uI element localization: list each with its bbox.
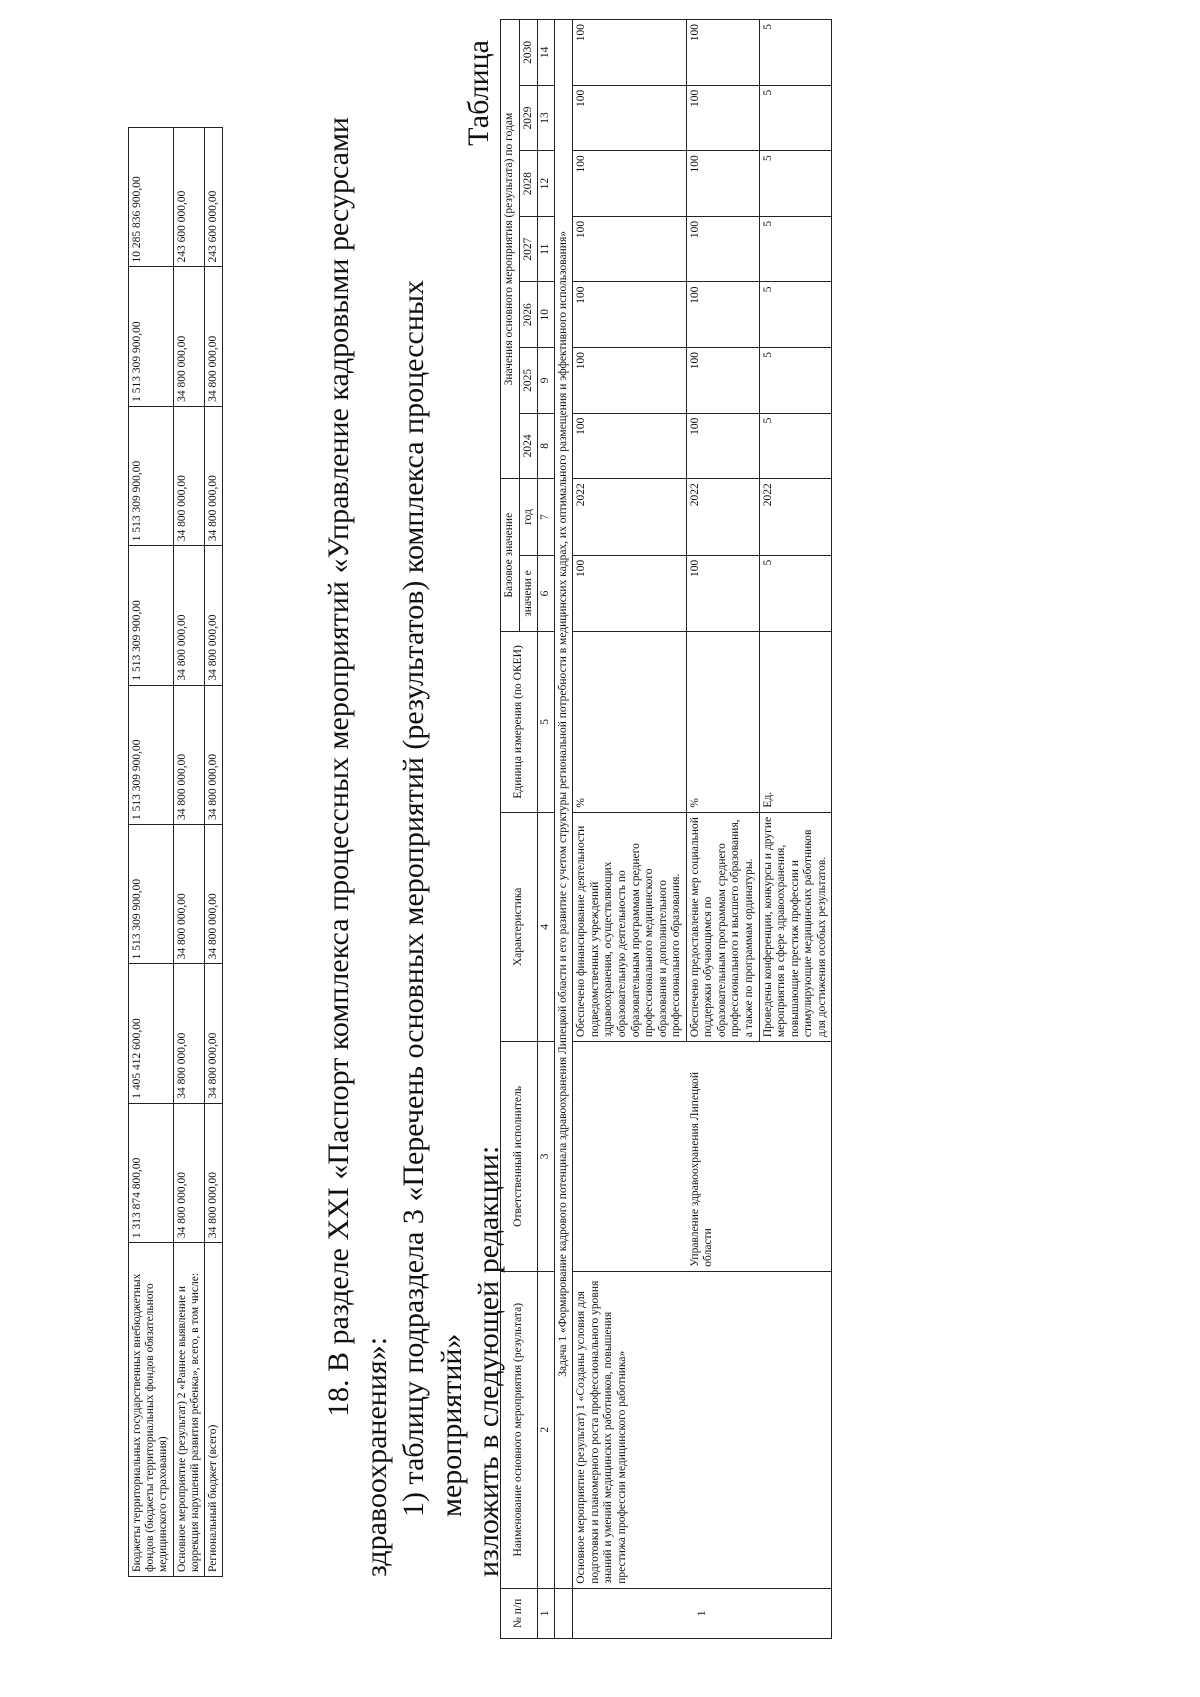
header-year: 2028 <box>519 151 538 217</box>
unit: % <box>686 632 759 812</box>
header-base-year: год <box>519 479 538 556</box>
para-line-1: 18. В разделе XXI «Паспорт комплекса процессных мероприятий «Управление кадровыми ресурсами <box>322 117 355 1417</box>
budget-value: 34 800 000,00 <box>173 825 204 964</box>
para-line-3: 1) таблицу подраздела 3 «Перечень основных мероприятий (результатов) комплекса процессных мероприятий» <box>397 279 468 1517</box>
budget-value: 34 800 000,00 <box>205 406 223 545</box>
base-year: 2022 <box>686 479 759 556</box>
year-value: 5 <box>759 20 832 86</box>
year-value: 100 <box>573 348 687 414</box>
activities-table <box>500 19 832 1639</box>
column-number: 5 <box>538 632 555 812</box>
characteristic: Обеспечено предоставление мер социальной поддержки обучающимся по образовательным программам среднего профессионального и высшего образования, а также по программам ординатуры. <box>686 812 759 1042</box>
year-value: 100 <box>686 85 759 151</box>
budget-row-label: Основное мероприятие (результат) 2 «Раннее выявление и коррекция нарушений развития ребенка», всего, в том числе: <box>173 1243 204 1577</box>
column-number: 6 <box>538 555 555 632</box>
characteristic: Обеспечено финансирование деятельности подведомственных учреждений здравоохранения, осуществляющих образовательную деятельность по образовательным программам среднего профессионального медицинского образования и дополнительного профессионального образования. <box>573 812 687 1042</box>
year-value: 5 <box>759 413 832 479</box>
column-number: 14 <box>538 20 555 86</box>
header-characteristic: Характеристика <box>501 812 538 1042</box>
year-value: 100 <box>686 282 759 348</box>
column-number: 11 <box>538 216 555 282</box>
year-value: 100 <box>686 20 759 86</box>
unit: Ед. <box>759 632 832 812</box>
base-value: 100 <box>573 555 687 632</box>
budget-value: 34 800 000,00 <box>205 825 223 964</box>
year-value: 100 <box>573 413 687 479</box>
year-value: 100 <box>573 20 687 86</box>
year-value: 100 <box>686 151 759 217</box>
budget-value: 34 800 000,00 <box>205 546 223 685</box>
budget-value: 34 800 000,00 <box>205 964 223 1103</box>
table-label: Таблица <box>462 40 495 146</box>
para-line-4: изложить в следующей редакции: <box>472 1145 505 1577</box>
header-year: 2025 <box>519 348 538 414</box>
column-number: 10 <box>538 282 555 348</box>
base-year: 2022 <box>573 479 687 556</box>
header-year: 2030 <box>519 20 538 86</box>
year-value: 100 <box>686 413 759 479</box>
header-year: 2027 <box>519 216 538 282</box>
budget-value: 10 285 836 900,00 <box>129 128 174 268</box>
budget-value: 34 800 000,00 <box>205 685 223 824</box>
budget-value: 34 800 000,00 <box>205 267 223 406</box>
year-value: 5 <box>759 151 832 217</box>
budget-value: 1 313 874 800,00 <box>129 1103 174 1242</box>
budget-row-label: Региональный бюджет (всего) <box>205 1243 223 1577</box>
header-values-group: Значения основного мероприятия (результата) по годам <box>501 20 520 479</box>
header-num: № п/п <box>501 1588 538 1638</box>
budget-value: 34 800 000,00 <box>173 406 204 545</box>
budget-value: 34 800 000,00 <box>173 267 204 406</box>
budget-value: 1 513 309 900,00 <box>129 825 174 964</box>
header-year: 2024 <box>519 413 538 479</box>
task-text: Задача 1 «Формирование кадрового потенциала здравоохранения Липецкой области и его развитие с учетом структуры региональной потребности в медицинских кадрах, их оптимального размещения и эффективного использования» <box>554 20 573 1589</box>
column-number: 1 <box>538 1588 555 1638</box>
header-name: Наименование основного мероприятия (результата) <box>501 1271 538 1588</box>
budget-table <box>128 127 223 1577</box>
row-number: 1 <box>573 1588 832 1638</box>
budget-value: 1 513 309 900,00 <box>129 685 174 824</box>
column-number: 2 <box>538 1271 555 1588</box>
column-number: 13 <box>538 85 555 151</box>
unit: % <box>573 632 687 812</box>
year-value: 5 <box>759 85 832 151</box>
year-value: 100 <box>686 216 759 282</box>
year-value: 5 <box>759 282 832 348</box>
budget-value: 34 800 000,00 <box>173 964 204 1103</box>
year-value: 100 <box>573 282 687 348</box>
header-year: 2029 <box>519 85 538 151</box>
budget-row <box>205 128 223 1577</box>
column-number: 8 <box>538 413 555 479</box>
header-responsible: Ответственный исполнитель <box>501 1042 538 1272</box>
budget-row <box>173 128 204 1577</box>
base-value: 5 <box>759 555 832 632</box>
amendment-paragraph <box>320 97 508 1577</box>
characteristic: Проведены конференции, конкурсы и другие мероприятия в сфере здравоохранения, повышающие престиж профессии и стимулирующие медицинских работников для достижения особых результатов. <box>759 812 832 1042</box>
budget-row <box>129 128 174 1577</box>
base-value: 100 <box>686 555 759 632</box>
budget-value: 34 800 000,00 <box>173 685 204 824</box>
budget-value: 1 513 309 900,00 <box>129 546 174 685</box>
header-base-value: значени е <box>519 555 538 632</box>
para-line-2: здравоохранения»: <box>359 1336 393 1577</box>
table-row <box>573 20 687 1639</box>
budget-row-label: Бюджеты территориальных государственных внебюджетных фондов (бюджеты территориальных фондов обязательного медицинского страхования) <box>129 1243 174 1577</box>
budget-value: 1 513 309 900,00 <box>129 406 174 545</box>
year-value: 100 <box>686 348 759 414</box>
task-num-cell <box>554 1588 573 1638</box>
header-year: 2026 <box>519 282 538 348</box>
column-number: 7 <box>538 479 555 556</box>
header-unit: Единица измерения (по ОКЕИ) <box>501 632 538 812</box>
task-row <box>554 20 573 1639</box>
responsible-executor: Управление здравоохранения Липецкой области <box>573 1042 832 1272</box>
column-number: 9 <box>538 348 555 414</box>
budget-value: 1 405 412 600,00 <box>129 964 174 1103</box>
year-value: 5 <box>759 216 832 282</box>
year-value: 100 <box>573 85 687 151</box>
budget-value: 1 513 309 900,00 <box>129 267 174 406</box>
budget-value: 34 800 000,00 <box>173 1103 204 1242</box>
column-number: 3 <box>538 1042 555 1272</box>
header-base: Базовое значение <box>501 479 520 632</box>
base-year: 2022 <box>759 479 832 556</box>
budget-value: 34 800 000,00 <box>205 1103 223 1242</box>
year-value: 100 <box>573 151 687 217</box>
budget-value: 34 800 000,00 <box>173 546 204 685</box>
year-value: 5 <box>759 348 832 414</box>
year-value: 100 <box>573 216 687 282</box>
budget-value: 243 600 000,00 <box>173 128 204 268</box>
activity-name: Основное мероприятие (результат) 1 «Созданы условия для подготовки и планомерного роста профессионального уровня знаний и умений медицинских работников, повышения престижа профессии медицинского работника» <box>573 1271 832 1588</box>
column-number: 12 <box>538 151 555 217</box>
column-number: 4 <box>538 812 555 1042</box>
budget-value: 243 600 000,00 <box>205 128 223 268</box>
